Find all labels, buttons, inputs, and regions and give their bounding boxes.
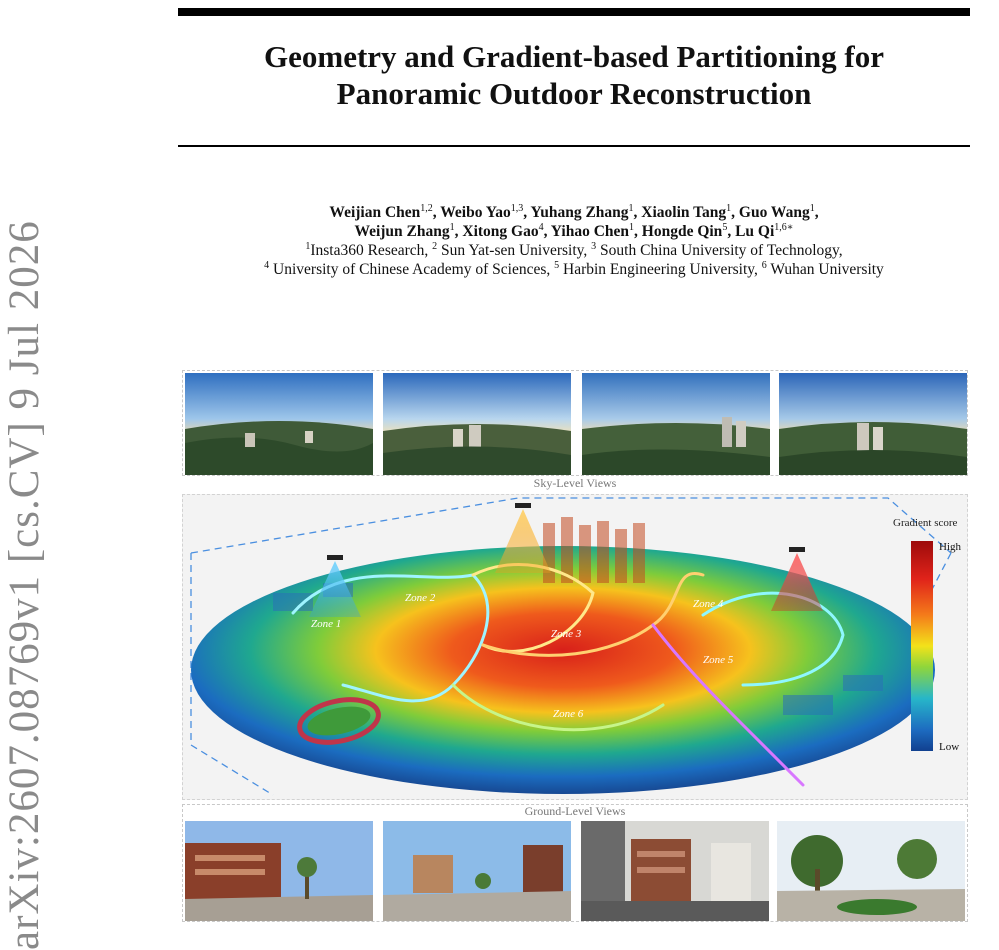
author-line-1: Weijian Chen$^{1,2}$, Weibo Yao$^{1,3}$, Yuhang Zhang$^1$, Xiaolin Tang$^1$, Guo Wang$^1$,	[329, 203, 819, 221]
paper-title	[178, 38, 970, 112]
author-name: Weijun Zhang	[354, 223, 450, 240]
author-block	[178, 203, 970, 279]
arxiv-side-stamp: arXiv:2607.08769v1 [cs.CV] 9 Jul 2026	[1, 220, 48, 950]
author-affiliation-mark: 1,6∗	[774, 222, 794, 233]
sky-view-row	[182, 370, 968, 476]
heatmap-terrain	[191, 546, 935, 794]
author-name: Yihao Chen	[550, 223, 630, 240]
ground-level-caption: Ground-Level Views	[524, 804, 626, 818]
sky-panorama-thumbnail	[383, 373, 571, 475]
title-line-2: Panoramic Outdoor Reconstruction	[336, 76, 812, 111]
ground-panorama-thumbnail	[581, 821, 769, 921]
author-affiliation-mark: 1	[629, 222, 635, 233]
author-name: Xitong Gao	[462, 223, 539, 240]
legend-title: Gradient score	[893, 517, 958, 529]
author-affiliation-mark: 1	[726, 203, 732, 214]
zone-label: Zone 4	[693, 598, 724, 610]
author-affiliation-mark: 5	[722, 222, 728, 233]
sky-panorama-thumbnail	[779, 373, 967, 475]
title-line-1: Geometry and Gradient-based Partitioning for	[264, 39, 884, 74]
title-bottom-rule	[178, 145, 970, 147]
author-name: Yuhang Zhang	[530, 204, 629, 221]
legend-high-label: High	[939, 541, 961, 553]
zone-label: Zone 6	[553, 708, 584, 720]
affiliation-line-1: $^1$Insta360 Research, $^2$ Sun Yat-sen University, $^3$ South China University of Technology,	[305, 241, 843, 259]
sky-panorama-thumbnail	[582, 373, 770, 475]
sky-panorama-thumbnail	[185, 373, 373, 475]
zone-label: Zone 2	[405, 592, 436, 604]
drone-cone-2	[495, 503, 551, 573]
author-name: Hongde Qin	[641, 223, 723, 240]
author-name: Lu Qi	[735, 223, 775, 240]
gradient-score-legend	[893, 517, 963, 777]
author-affiliation-mark: 1,2	[420, 203, 433, 214]
sky-level-caption: Sky-Level Views	[533, 476, 617, 490]
gradient-score-map	[182, 494, 968, 800]
author-name: Xiaolin Tang	[641, 204, 727, 221]
author-affiliation-mark: 1,3	[510, 203, 524, 214]
author-line-2: Weijun Zhang$^1$, Xitong Gao$^4$, Yihao Chen$^1$, Hongde Qin$^5$, Lu $Qi^{1,6∗}$	[354, 222, 794, 240]
author-affiliation-mark: 1	[809, 203, 815, 214]
author-name: Weibo Yao	[440, 204, 511, 221]
title-top-rule	[178, 8, 970, 16]
author-name: Weijian Chen	[329, 204, 421, 221]
legend-low-label: Low	[939, 741, 960, 753]
author-affiliation-mark: 1	[449, 222, 455, 233]
ground-panorama-thumbnail	[383, 821, 571, 921]
zone-label: Zone 3	[551, 628, 582, 640]
zone-label: Zone 5	[703, 654, 734, 666]
teaser-figure	[182, 370, 968, 922]
ground-panorama-thumbnail	[777, 821, 965, 921]
affiliation-line-2: $^4$ University of Chinese Academy of Sciences, $^5$ Harbin Engineering University, $^6$ Wuhan University	[264, 260, 884, 278]
author-affiliation-mark: 1	[628, 203, 634, 214]
author-affiliation-mark: 4	[538, 222, 544, 233]
author-name: Guo Wang	[738, 204, 810, 221]
zone-label: Zone 1	[311, 618, 342, 630]
ground-panorama-thumbnail	[185, 821, 373, 921]
legend-color-bar	[911, 541, 933, 751]
ground-view-row	[182, 804, 968, 922]
